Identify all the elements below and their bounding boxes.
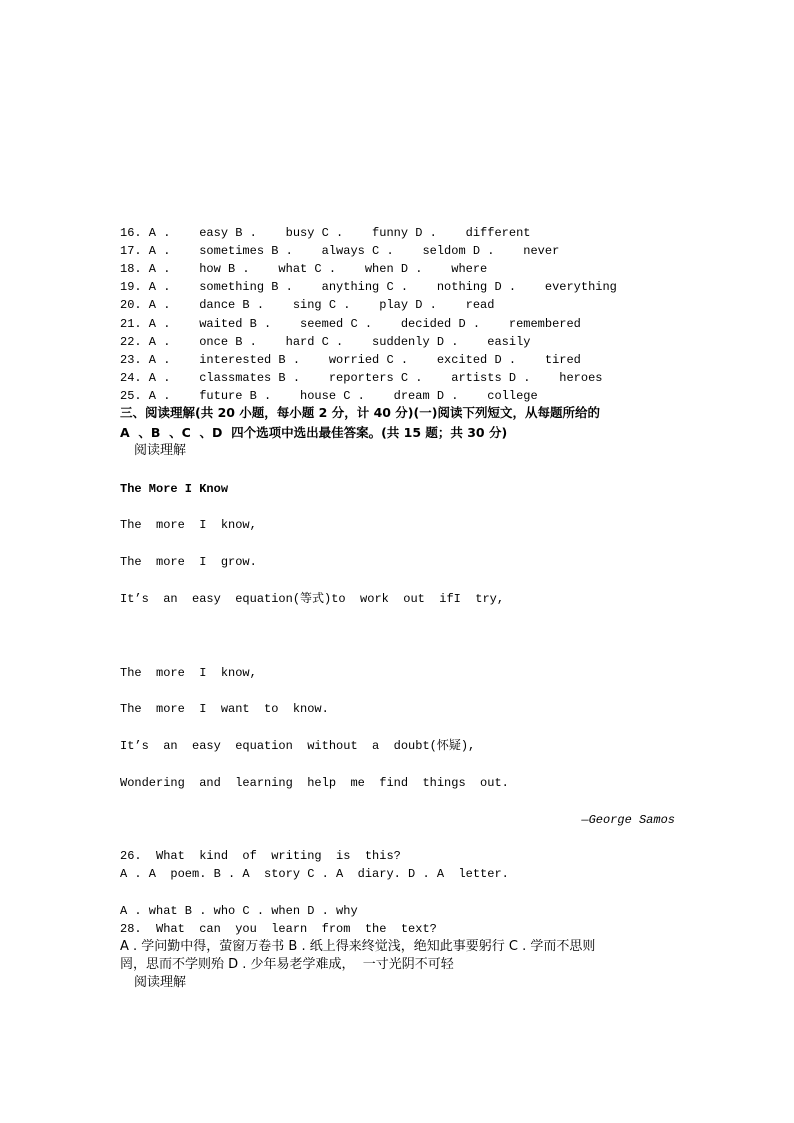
question-27-options: A . what B . who C . when D . why: [120, 904, 358, 918]
option-row-22: 22. A . once B . hard C . suddenly D . easily: [120, 335, 531, 349]
section-heading-line-2: A 、B 、C 、D 四个选项中选出最佳答案。(共 15 题；共 30 分): [120, 425, 508, 440]
poem-title: The More I Know: [120, 482, 229, 496]
option-row-18: 18. A . how B . what C . when D . where: [120, 262, 488, 276]
poem-line-4: [120, 628, 675, 644]
option-row-24: 24. A . classmates B . reporters C . artists D . heroes: [120, 371, 603, 385]
passage-line-3: [120, 134, 675, 150]
reading-label-footer: 阅读理解: [134, 975, 187, 990]
option-row-20: 20. A . dance B . sing C . play D . read: [120, 298, 495, 312]
poem-line-1: The more I know,: [120, 518, 257, 532]
section-heading: 三、阅读理解(共 20 小题，每小题 2 分，计 40 分)(一)阅读下列短文，从每题所给的: [120, 405, 600, 420]
reading-label: 阅读理解: [134, 443, 187, 458]
question-27: [120, 885, 675, 901]
passage-line-2: [120, 116, 675, 132]
passage-line-4: [120, 152, 675, 168]
passage-line-5: [120, 170, 675, 186]
passage-line-1: [120, 97, 675, 113]
question-26-options: A . A poem. B . A story C . A diary. D . A letter.: [120, 867, 509, 881]
option-row-21: 21. A . waited B . seemed C . decided D . remembered: [120, 317, 581, 331]
poem-line-3: It’s an easy equation(等式)to work out ifI try,: [120, 592, 505, 606]
question-28: 28. What can you learn from the text?: [120, 922, 437, 936]
question-28-options: A . 学问勤中得，萤窗万卷书 B . 纸上得来终觉浅，绝知此事要躬行 C . 学而不思则: [120, 939, 596, 954]
option-row-25: 25. A . future B . house C . dream D . college: [120, 389, 538, 403]
poem-author: —George Samos: [581, 813, 675, 827]
poem-line-7: It’s an easy equation without a doubt(怀疑),: [120, 739, 476, 753]
passage-line-6: [120, 188, 675, 204]
option-row-17: 17. A . sometimes B . always C . seldom D . never: [120, 244, 560, 258]
option-row-16: 16. A . easy B . busy C . funny D . different: [120, 226, 531, 240]
question-26: 26. What kind of writing is this?: [120, 849, 401, 863]
poem-line-2: The more I grow.: [120, 555, 257, 569]
option-row-19: 19. A . something B . anything C . nothing D . everything: [120, 280, 617, 294]
poem-line-5: The more I know,: [120, 666, 257, 680]
option-row-23: 23. A . interested B . worried C . excited D . tired: [120, 353, 581, 367]
question-28-options-line-2: 罔，思而不学则殆 D . 少年易老学难成， 一寸光阴不可轻: [120, 957, 454, 972]
poem-line-6: The more I want to know.: [120, 702, 329, 716]
poem-line-8: Wondering and learning help me find things out.: [120, 776, 509, 790]
